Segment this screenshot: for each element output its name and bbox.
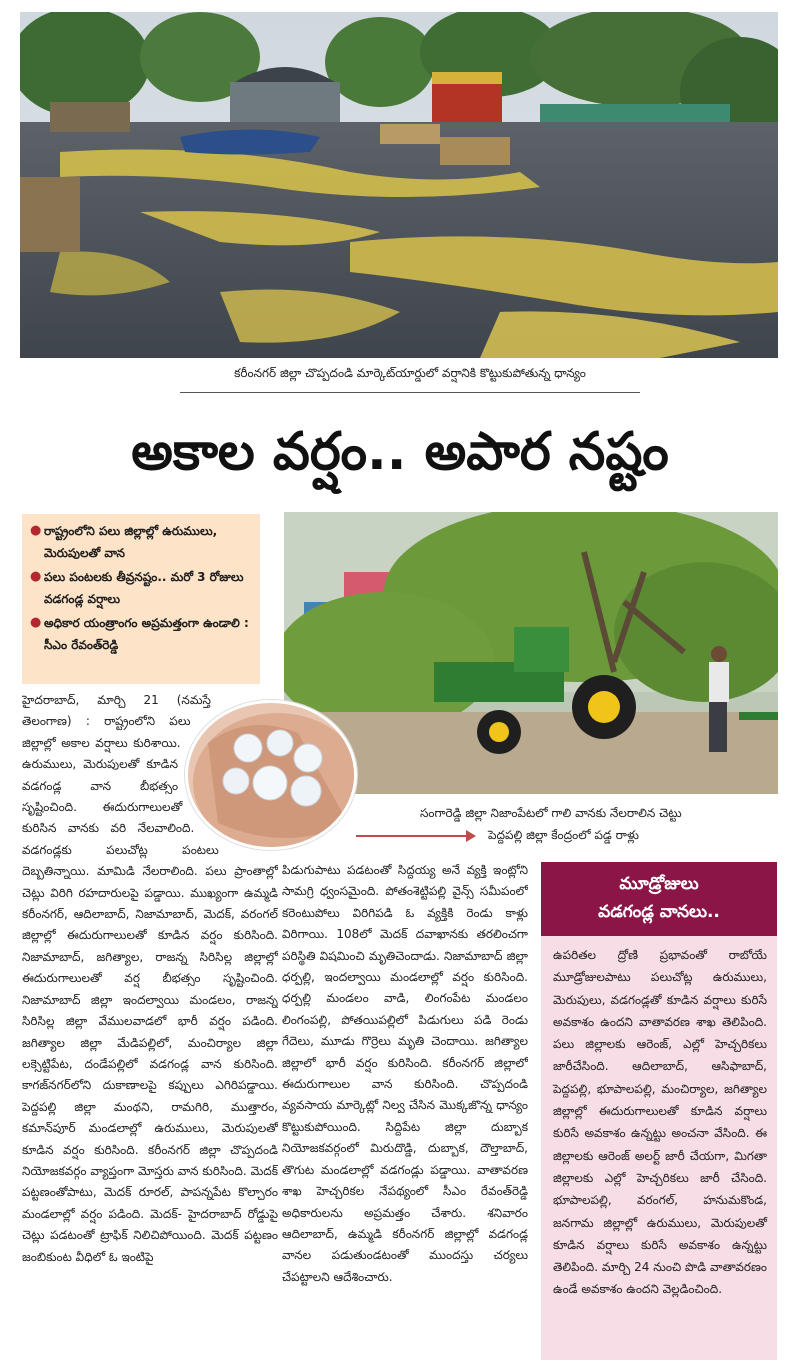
arrow-icon [356,826,476,846]
sidebar-heading-line: మూడ్రోజులు [619,874,699,894]
article-text: పిడుగుపాటు పడటంతో సిద్దయ్య అనే వ్యక్తి ఇంట్లోని సామగ్రి ధ్వంసమైంది. పోతంశెట్టిపల్లి వైన్స్ సమీపంలో కరెంటుపోలు విరిగిపడి ఓ వ్యక్తికి రెండు కాళ్లు విరిగాయి. 108లో మెదక్ దవాఖానకు తరలించగా పరిస్థితి విషమించి మృతిచెందాడు. నిజామాబాద్ జిల్లా ధర్పల్లి, ఇందల్వాయి మండలాల్లో వర్షం కురిసింది. ధర్పల్లి మండలం వాడి, లింగంపేట మండలం లింగంపల్లి, పోతయిపల్లిలో పిడుగులు పడి రెండు గేదెలు, మూడు గొర్రెలు మృతి చెందాయి. జగిత్యాల జిల్లాలో భారీ వర్షం కురిసింది. కరీంనగర్ జిల్లాలో ఈదురుగాలుల వాన కురిసింది. చొప్పదండి వ్యవసాయ మార్కెట్లో నిల్వ చేసిన మొక్కజొన్న ధాన్యం కొట్టుకుపోయింది. సిద్దిపేట జిల్లా దుబ్బాక నియోజకవర్గంలో మిరుదొడ్డి, దుబ్బాక, దౌల్తాబాద్, తొగుట మండలాల్లో వడగండ్లు పడ్డాయి. వాతావరణ శాఖ హెచ్చరికల నేపథ్యంలో సీఎం రేవంత్‌రెడ్డి అధికారులను అప్రమత్తం చేశారు. శనివారం ఆదిలాబాద్, ఉమ్మడి కరీంనగర్ జిల్లాల్లో వడగండ్ల వానల పడుతుండటంతో ముందస్తు చర్యలు చేపట్టాలని ఆదేశించారు. [282,863,528,1284]
headline: అకాల వర్షం.. అపార నష్టం [131,422,669,482]
bullet-icon: ● [30,615,42,630]
bullet-icon: ● [30,523,42,538]
highlights-box [22,514,260,684]
fallen-tree-photo [284,512,778,794]
hailstones-caption: పెద్దపల్లి జిల్లా కేంద్రంలో పడ్డ రాళ్లు [488,828,639,842]
highlight-item [30,612,252,656]
highlight-item [30,520,252,564]
sidebar-heading [541,862,777,936]
highlight-text: పలు పంటలకు తీవ్రనష్టం.. మరో 3 రోజులు వడగండ్ల వర్షాలు [44,570,244,606]
weather-sidebar [541,862,777,1360]
article-text: హైదరాబాద్, మార్చి 21 (నమస్తే తెలంగాణ) : రాష్ట్రంలోని పలు జిల్లాల్లో అకాల వర్షాలు కురిశాయి. ఉరుములు, మెరుపులతో కూడిన వడగండ్ల వాన బీభత్సం సృష్టించింది. ఈదురుగాలులతో కురిసిన వానకు వరి నేలవాలింది. వడగండ్లకు పలుచోట్ల పంటలు దెబ్బతిన్నాయి. మామిడి నేలరాలింది. పలు ప్రాంతాల్లో చెట్లు విరిగి రహదారులపై పడ్డాయి. ముఖ్యంగా ఉమ్మడి కరీంనగర్, ఆదిలాబాద్, నిజామాబాద్, మెదక్, వరంగల్ జిల్లాల్లో ఈదురుగాలులతో కూడిన వర్షం కురిసింది. నిజామాబాద్, జగిత్యాల, రాజన్న సిరిసిల్ల జిల్లాల్లో ఈదురుగాలులతో వర్ష బీభత్సం సృష్టించింది. నిజామాబాద్ జిల్లా ఇందల్వాయి మండలం, రాజన్న సిరిసిల్ల జిల్లా వేములవాడలో భారీ వర్షం పడింది. జగిత్యాల జిల్లా మేడిపల్లిలో, మంచిర్యాల జిల్లా లక్సెట్టిపేట, దండేపల్లిలో వడగండ్ల వాన కురిసింది. కాగజ్‌నగర్‌లోని దుకాణాలపై కప్పులు ఎగిరిపడ్డాయి. పెద్దపల్లి జిల్లా మంథని, రామగిరి, ముత్తారం, కమాన్‌పూర్ మండలాల్లో ఉరుములు, మెరుపులతో కూడిన వర్షం కురిసింది. కరీంనగర్ జిల్లా చొప్పదండి నియోజకవర్గం వ్యాప్తంగా మోస్తరు వాన కురిసింది. మెదక్ పట్టణంతోపాటు, మెదక్ రూరల్, పాపన్నపేట కొల్చారం మండలాల్లో వర్షం పడింది. మెదక్- హైదరాబాద్ రోడ్డుపై చెట్లు పడటంతో ట్రాఫిక్ నిలిచిపోయింది. మెదక్ పట్టణం జంబికుంట వీధిలో ఓ ఇంటిపై [22,693,278,1264]
fallen-tree-caption: సంగారెడ్డి జిల్లా నిజాంపేటలో గాలి వానకు నేలరాలిన చెట్టు [420,806,682,820]
caption-divider [180,392,640,393]
article-column-2 [282,860,528,1360]
top-news-photo [20,12,778,358]
article-column-1 [22,690,278,1360]
highlight-text: రాష్ట్రంలోని పలు జిల్లాల్లో ఉరుములు, మెరుపులతో వాన [44,524,218,560]
sidebar-body: ఉపరితల ద్రోణి ప్రభావంతో రాబోయే మూడ్రోజులపాటు పలుచోట్ల ఉరుములు, మెరుపులు, వడగండ్లతో కూడిన వర్షాలు కురిసే అవకాశం ఉందని వాతావరణ శాఖ తెలిపింది. పలు జిల్లాలకు ఆరెంజ్, ఎల్లో హెచ్చరికలు జారీచేసింది. ఆదిలాబాద్, ఆసిఫాబాద్, పెద్దపల్లి, భూపాలపల్లి, మంచిర్యాల, జగిత్యాల జిల్లాల్లో ఈదురుగాలులతో కూడిన వర్షాలు కురిసే అవకాశం ఉన్నట్టు అంచనా వేసింది. ఈ జిల్లాలకు ఆరెంజ్ అలర్ట్ జారీ చేయగా, మిగతా జిల్లాలకు ఎల్లో హెచ్చరికలు జారీ చేసింది. భూపాలపల్లి, వరంగల్, హనుమకొండ, జనగామ జిల్లాల్లో ఉరుములు, మెరుపులతో కూడిన వర్షాలు కురిసే అవకాశం ఉన్నట్టు తెలిపింది. మార్చి 24 నుంచి పొడి వాతావరణం ఉండే అవకాశం ఉందని వెల్లడించింది. [553,948,767,1297]
top-photo-caption: కరీంనగర్ జిల్లా చొప్పదండి మార్కెట్‌యార్డులో వర్షానికి కొట్టుకుపోతున్న ధాన్యం [234,366,586,380]
sidebar-heading-line: వడగండ్ల వానలు.. [598,902,720,922]
bullet-icon: ● [30,569,42,584]
highlight-item [30,566,252,610]
highlight-text: అధికార యంత్రాంగం అప్రమత్తంగా ఉండాలి : సీఎం రేవంత్‌రెడ్డి [44,616,249,652]
